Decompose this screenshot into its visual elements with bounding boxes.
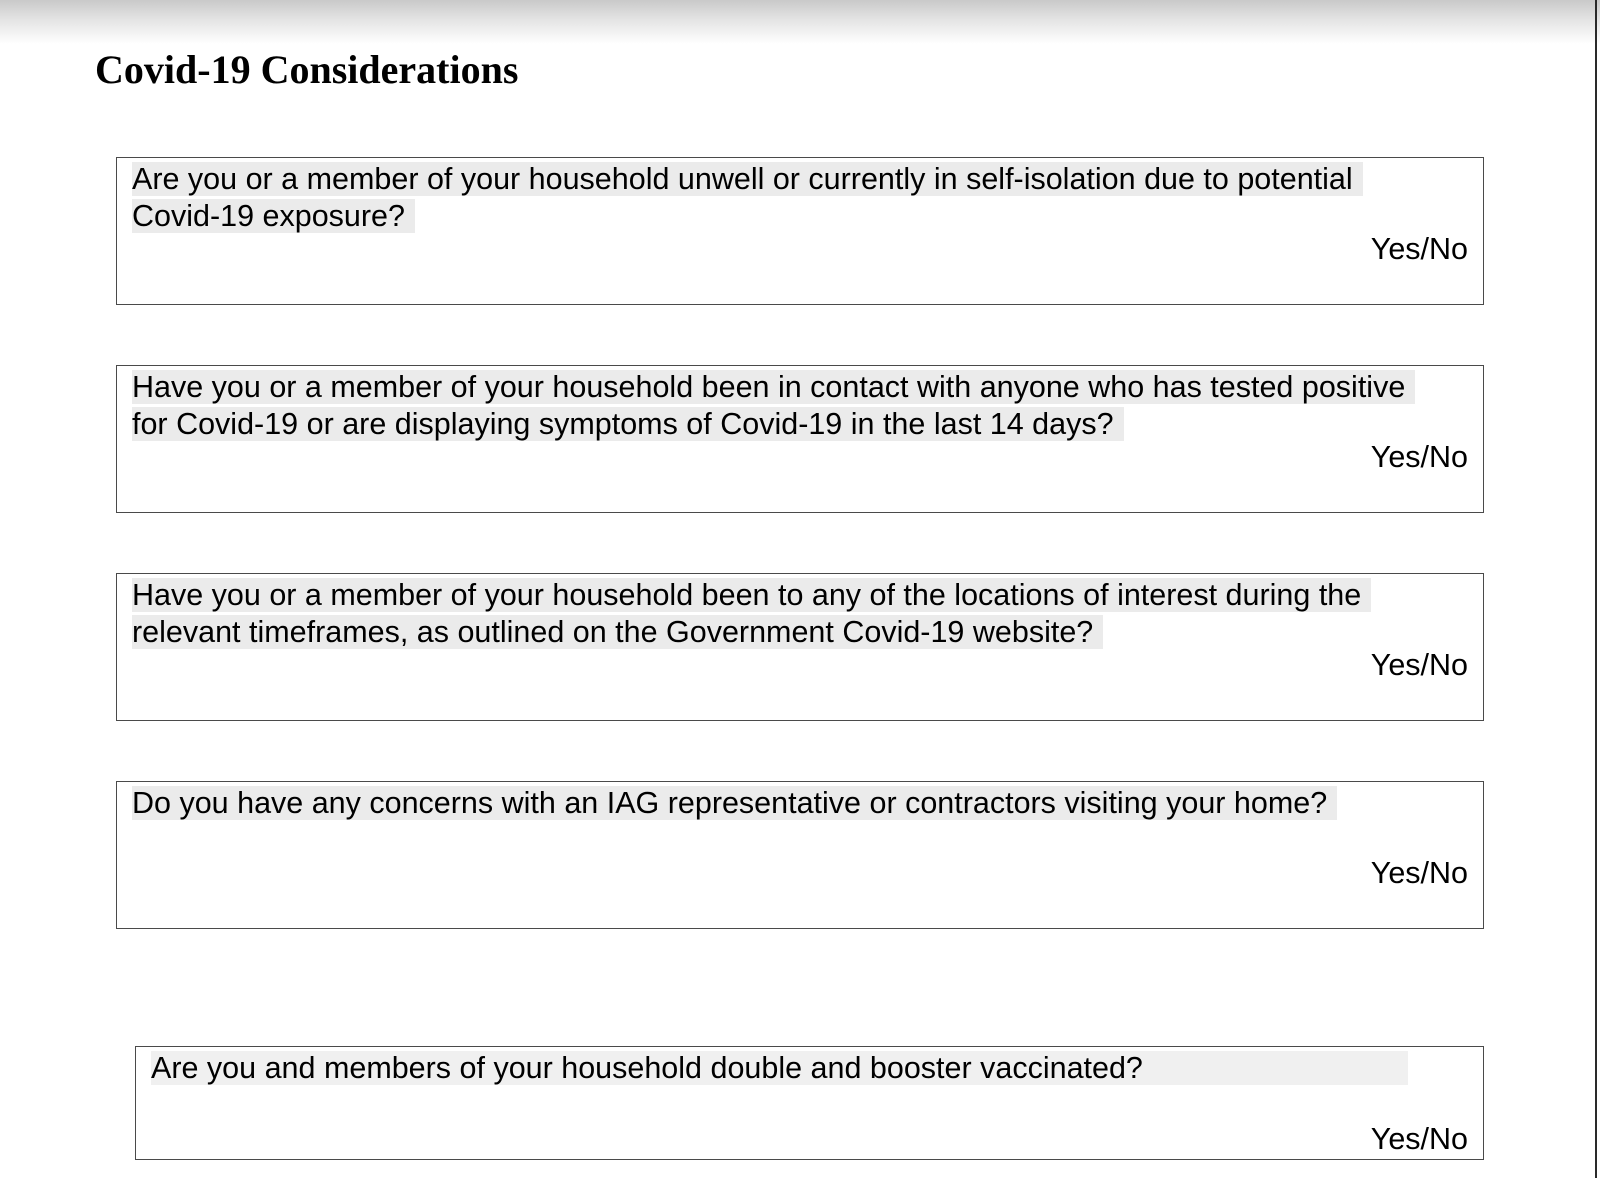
yes-no-answer-field[interactable]: Yes/No	[1370, 232, 1468, 266]
question-text	[132, 577, 1433, 651]
question-text-highlight: Have you or a member of your household been in contact with anyone who has tested positive for Covid-19 or are displaying symptoms of Covid-19 in the last 14 days?	[132, 370, 1415, 441]
question-text-highlight: Do you have any concerns with an IAG representative or contractors visiting your home?	[132, 786, 1337, 820]
question-text-highlight: Are you or a member of your household unwell or currently in self-isolation due to potential Covid-19 exposure?	[132, 162, 1363, 233]
question-text	[151, 1050, 1433, 1087]
yes-no-answer-field[interactable]: Yes/No	[1370, 1122, 1468, 1156]
question-text-highlight: Are you and members of your household double and booster vaccinated?	[151, 1051, 1408, 1085]
question-box-visiting-concerns	[116, 781, 1484, 929]
page-title: Covid-19 Considerations	[95, 47, 519, 92]
question-text	[132, 161, 1433, 235]
question-box-locations-of-interest	[116, 573, 1484, 721]
question-box-self-isolation	[116, 157, 1484, 305]
question-box-contact-with-positive	[116, 365, 1484, 513]
yes-no-answer-field[interactable]: Yes/No	[1370, 856, 1468, 890]
yes-no-answer-field[interactable]: Yes/No	[1370, 648, 1468, 682]
yes-no-answer-field[interactable]: Yes/No	[1370, 440, 1468, 474]
question-text	[132, 369, 1433, 443]
question-text	[132, 785, 1433, 822]
question-text-highlight: Have you or a member of your household been to any of the locations of interest during the relevant timeframes, as outlined on the Government Covid-19 website?	[132, 578, 1371, 649]
question-box-vaccination	[135, 1046, 1484, 1160]
